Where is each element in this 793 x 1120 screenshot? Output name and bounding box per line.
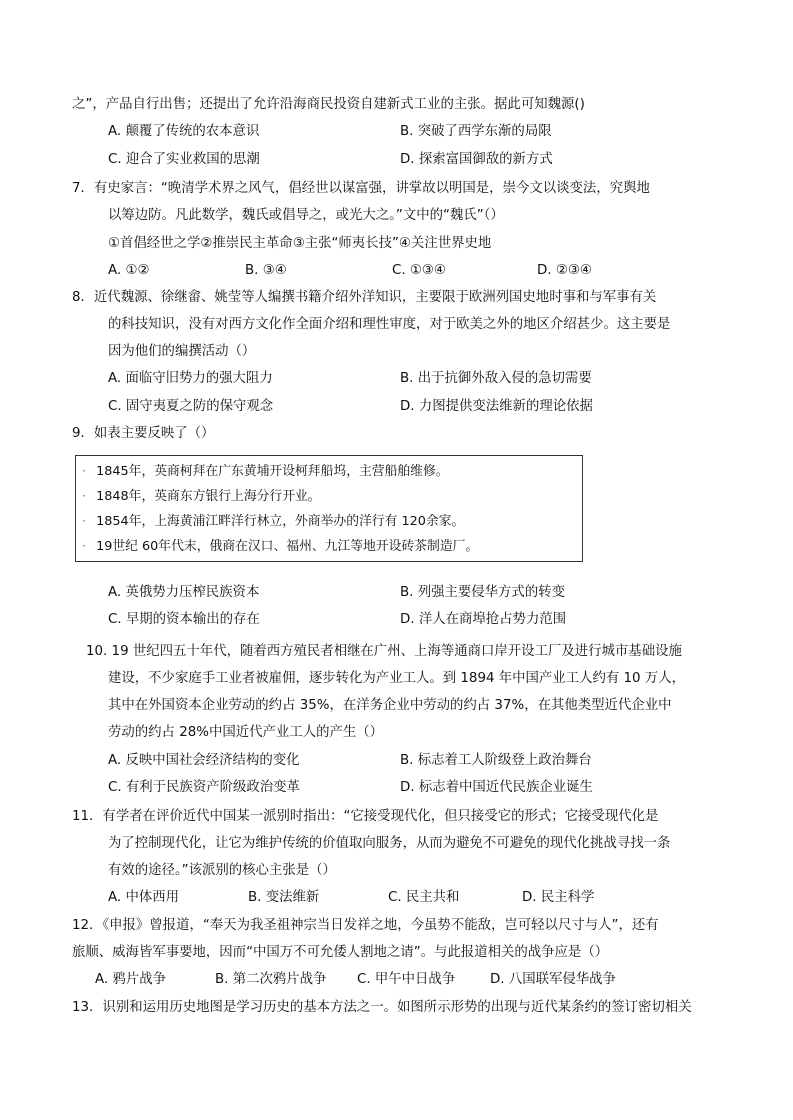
text-line: 的科技知识，没有对西方文化作全面介绍和理性审度，对于欧美之外的地区介绍甚少。这主要是 [108,317,671,332]
bullet-icon: · [82,489,87,504]
text-line: ①首倡经世之学②推崇民主革命③主张“师夷长技”④关注世界史地 [108,236,492,251]
text-line: C. 早期的资本输出的存在 [108,612,260,627]
text-line: 因为他们的编撰活动（） [108,344,256,359]
text-line: B. 突破了西学东渐的局限 [400,124,552,139]
text-line: 10. 19 世纪四五十年代，随着西方殖民者相继在广州、上海等通商口岸开设工厂及进行城市基础设施 [86,644,682,659]
text-line: 有效的途径。”该派别的核心主张是（） [108,863,336,878]
table-row-text: 1848年，英商东方银行上海分行开业。 [96,489,321,504]
text-line: C. ①③④ [392,263,446,278]
bullet-icon: · [82,514,87,529]
text-line: C. 迎合了实业救国的思潮 [108,152,260,167]
text-line: B. 变法维新 [248,890,320,905]
table-row [82,514,464,530]
text-line: A. 中体西用 [108,890,179,905]
text-line: D. ②③④ [537,263,592,278]
text-line: B. 第二次鸦片战争 [215,972,327,987]
text-line: 13．识别和运用历史地图是学习历史的基本方法之一。如图所示形势的出现与近代某条约的签订密切相关 [72,1000,692,1015]
text-line: A. 鸦片战争 [95,972,166,987]
text-line: 旅顺、威海皆军事要地，因而“中国万不可允倭人割地之请”。与此报道相关的战争应是（） [72,945,609,960]
text-line: B. 列强主要侵华方式的转变 [400,585,565,600]
text-line: A. 英俄势力压榨民族资本 [108,585,260,600]
text-line: C. 民主共和 [388,890,460,905]
table-row [82,464,449,480]
text-line: 8．近代魏源、徐继畲、姚莹等人编撰书籍介绍外洋知识，主要限于欧洲列国史地时事和与军事有关 [72,290,657,305]
history-table [75,455,583,562]
text-line: A. 面临守旧势力的强大阻力 [108,371,273,386]
text-line: D. 力图提供变法维新的理论依据 [400,399,593,414]
text-line: C. 固守夷夏之防的保守观念 [108,399,274,414]
table-row-text: 1845年，英商柯拜在广东黄埔开设柯拜船坞，主营船舶维修。 [96,464,449,479]
text-line: B. ③④ [245,263,287,278]
table-row-text: 1854年，上海黄浦江畔洋行林立，外商举办的洋行有 120余家。 [96,514,465,529]
text-line: 9．如表主要反映了（） [72,426,215,441]
text-line: C. 有利于民族资产阶级政治变革 [108,780,300,795]
table-row-text: 19世纪 60年代末，俄商在汉口、福州、九江等地开设砖茶制造厂。 [96,539,479,554]
text-line: C. 甲午中日战争 [357,972,456,987]
bullet-icon: · [82,539,87,554]
text-line: 其中在外国资本企业劳动的约占 35%，在洋务企业中劳动的约占 37%，在其他类型近代企业中 [108,698,672,713]
text-line: D. 探索富国御敌的新方式 [400,152,553,167]
text-line: 12．《申报》曾报道，“奉天为我圣祖神宗当日发祥之地，今虽势不能敌，岂可轻以尺寸与人”，还有 [72,918,659,933]
text-line: A. 颠覆了传统的农本意识 [108,124,260,139]
table-row [82,489,321,505]
text-line: 之”，产品自行出售；还提出了允许沿海商民投资自建新式工业的主张。据此可知魏源() [72,97,585,112]
text-line: A. ①② [108,263,150,278]
text-line: 11．有学者在评价近代中国某一派别时指出：“它接受现代化，但只接受它的形式；它接受现代化是 [72,809,659,824]
text-line: D. 洋人在商埠抢占势力范围 [400,612,567,627]
text-line: B. 标志着工人阶级登上政治舞台 [400,753,592,768]
text-line: B. 出于抗御外敌入侵的急切需要 [400,371,592,386]
table-row [82,539,478,555]
text-line: D. 民主科学 [522,890,595,905]
text-line: A. 反映中国社会经济结构的变化 [108,753,300,768]
text-line: 为了控制现代化，让它为维护传统的价值取向服务，从而为避免不可避免的现代化挑战寻找一条 [108,836,671,851]
text-line: 劳动的约占 28%中国近代产业工人的产生（） [108,725,384,740]
bullet-icon: · [82,464,87,479]
text-line: 以筹边防。凡此数学，魏氏或倡导之，或光大之。”文中的“魏氏”（） [108,208,504,223]
text-line: 建设，不少家庭手工业者被雇佣，逐步转化为产业工人。到 1894 年中国产业工人约有 10 万人， [108,671,685,686]
text-line: D. 八国联军侵华战争 [490,972,616,987]
text-line: D. 标志着中国近代民族企业诞生 [400,780,593,795]
text-line: 7．有史家言：“晚清学术界之风气，倡经世以谋富强，讲掌故以明国是，崇今文以谈变法，究舆地 [72,181,650,196]
